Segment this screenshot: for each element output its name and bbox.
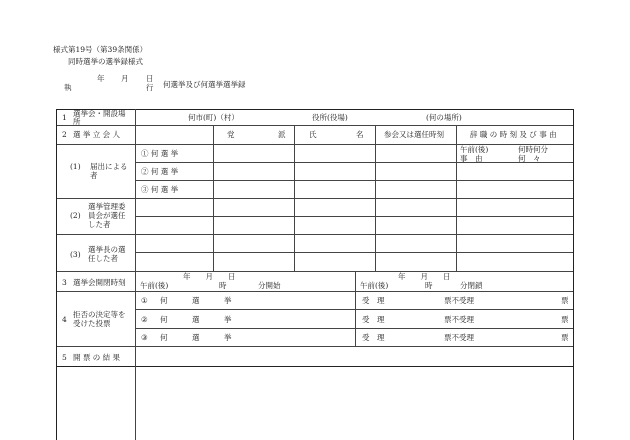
row-divider xyxy=(135,252,573,253)
table-border-right xyxy=(573,109,574,440)
column-divider xyxy=(456,125,457,271)
unit-label: 票 xyxy=(561,296,569,305)
document-title: 何選挙及び何選挙選挙録 xyxy=(163,80,246,89)
item-mark: ③ xyxy=(141,333,148,342)
item-char: 選 xyxy=(192,296,200,305)
date-month: 月 xyxy=(121,74,129,83)
sub2-label-line1: 選挙管理委 xyxy=(88,202,126,211)
item-char: 何 xyxy=(160,333,168,342)
sub3-label-line2: 任した者 xyxy=(88,254,118,263)
item-char: 挙 xyxy=(224,333,232,342)
row4-label-line2: 受けた投票 xyxy=(73,319,111,328)
close-hour: 時 xyxy=(425,281,433,290)
row1-label-line1: 選挙会・開設場 xyxy=(73,109,126,118)
accept-label: 受 理 xyxy=(362,333,385,342)
column-divider xyxy=(375,125,376,271)
date-day: 日 xyxy=(146,74,154,83)
row4-number: 4 xyxy=(62,315,67,324)
sub1-number: (1) xyxy=(70,162,81,171)
table-border-left xyxy=(56,109,57,440)
unit-label: 票 xyxy=(561,333,569,342)
reject-label: 票不受理 xyxy=(444,333,474,342)
form-title: 同時選挙の選挙録様式 xyxy=(68,57,143,66)
column-divider xyxy=(294,125,295,271)
row4-label-line1: 拒否の決定等を xyxy=(73,310,126,319)
row5-number: 5 xyxy=(62,353,67,362)
item-char: 挙 xyxy=(224,315,232,324)
close-ampm: 午前(後) xyxy=(360,281,389,290)
item-char: 選 xyxy=(192,315,200,324)
row5-label: 開 票 の 結 果 xyxy=(73,353,121,362)
row1-office: 役所(役場) xyxy=(312,113,348,122)
row-divider xyxy=(56,144,573,145)
column-divider xyxy=(355,271,356,346)
header-resign: 辞 職 の 時 刻 及 び 事 由 xyxy=(470,130,557,139)
row1-place: (何の場所) xyxy=(426,113,462,122)
open-minute: 分開始 xyxy=(258,281,281,290)
sub1-label-line2: 者 xyxy=(90,171,98,180)
date-year: 年 xyxy=(97,74,105,83)
open-ampm: 午前(後) xyxy=(140,281,169,290)
sub1-label-line1: 届出による xyxy=(90,162,128,171)
sub2-number: (2) xyxy=(70,211,81,220)
form-number: 様式第19号（第39条関係） xyxy=(53,45,148,54)
exec-right: 行 xyxy=(146,83,154,92)
row3-number: 3 xyxy=(62,278,67,287)
row-divider xyxy=(56,291,573,292)
row-divider xyxy=(135,180,573,181)
row-divider xyxy=(56,198,573,199)
accept-label: 受 理 xyxy=(362,296,385,305)
item-char: 何 xyxy=(160,296,168,305)
item-mark: ② xyxy=(141,315,148,324)
row1-label-line2: 所 xyxy=(73,117,81,126)
header-party: 党 xyxy=(227,130,235,139)
close-date: 年 月 日 xyxy=(398,272,451,281)
row-divider xyxy=(56,366,573,367)
row-divider xyxy=(135,328,573,329)
resign-time-am-pm: 午前(後) xyxy=(460,145,489,154)
exec-left: 執 xyxy=(64,83,72,92)
row2-number: 2 xyxy=(62,130,67,139)
row3-label: 選挙会開閉時刻 xyxy=(73,278,126,287)
header-attend-time: 参会又は選任時刻 xyxy=(384,130,444,139)
item-char: 何 xyxy=(160,315,168,324)
resign-time-value: 何時何分 xyxy=(518,145,548,154)
sub2-label-line2: 員会が選任 xyxy=(88,211,126,220)
header-faction: 派 xyxy=(278,130,286,139)
reject-label: 票不受理 xyxy=(444,296,474,305)
election-3: ③ 何 選 挙 xyxy=(141,185,179,194)
open-hour: 時 xyxy=(219,281,227,290)
column-divider xyxy=(213,125,214,271)
unit-label: 票 xyxy=(561,315,569,324)
item-char: 選 xyxy=(192,333,200,342)
row1-city: 何市(町)（村） xyxy=(188,113,239,122)
table-border-top xyxy=(56,109,573,110)
row-divider xyxy=(56,346,573,347)
item-mark: ① xyxy=(141,296,148,305)
close-minute: 分閉鎖 xyxy=(460,281,483,290)
row-divider xyxy=(56,125,573,126)
election-2: ② 何 選 挙 xyxy=(141,167,179,176)
row-divider xyxy=(56,271,573,272)
row-divider xyxy=(135,216,573,217)
reject-label: 票不受理 xyxy=(444,315,474,324)
open-date: 年 月 日 xyxy=(183,272,236,281)
sub3-label-line1: 選挙長の選 xyxy=(88,245,126,254)
row-divider xyxy=(135,309,573,310)
resign-reason-label: 事 由 xyxy=(460,154,483,163)
resign-reason-value: 何 々 xyxy=(518,154,541,163)
accept-label: 受 理 xyxy=(362,315,385,324)
election-1: ① 何 選 挙 xyxy=(141,149,179,158)
sub3-number: (3) xyxy=(70,250,81,259)
row1-number: 1 xyxy=(62,113,67,122)
row-divider xyxy=(135,162,573,163)
header-name-1: 氏 xyxy=(309,130,317,139)
header-name-2: 名 xyxy=(356,130,364,139)
row2-label: 選 挙 立 会 人 xyxy=(73,130,121,139)
row-divider xyxy=(56,234,573,235)
item-char: 挙 xyxy=(224,296,232,305)
sub2-label-line3: した者 xyxy=(88,220,111,229)
label-column-divider xyxy=(135,109,136,440)
